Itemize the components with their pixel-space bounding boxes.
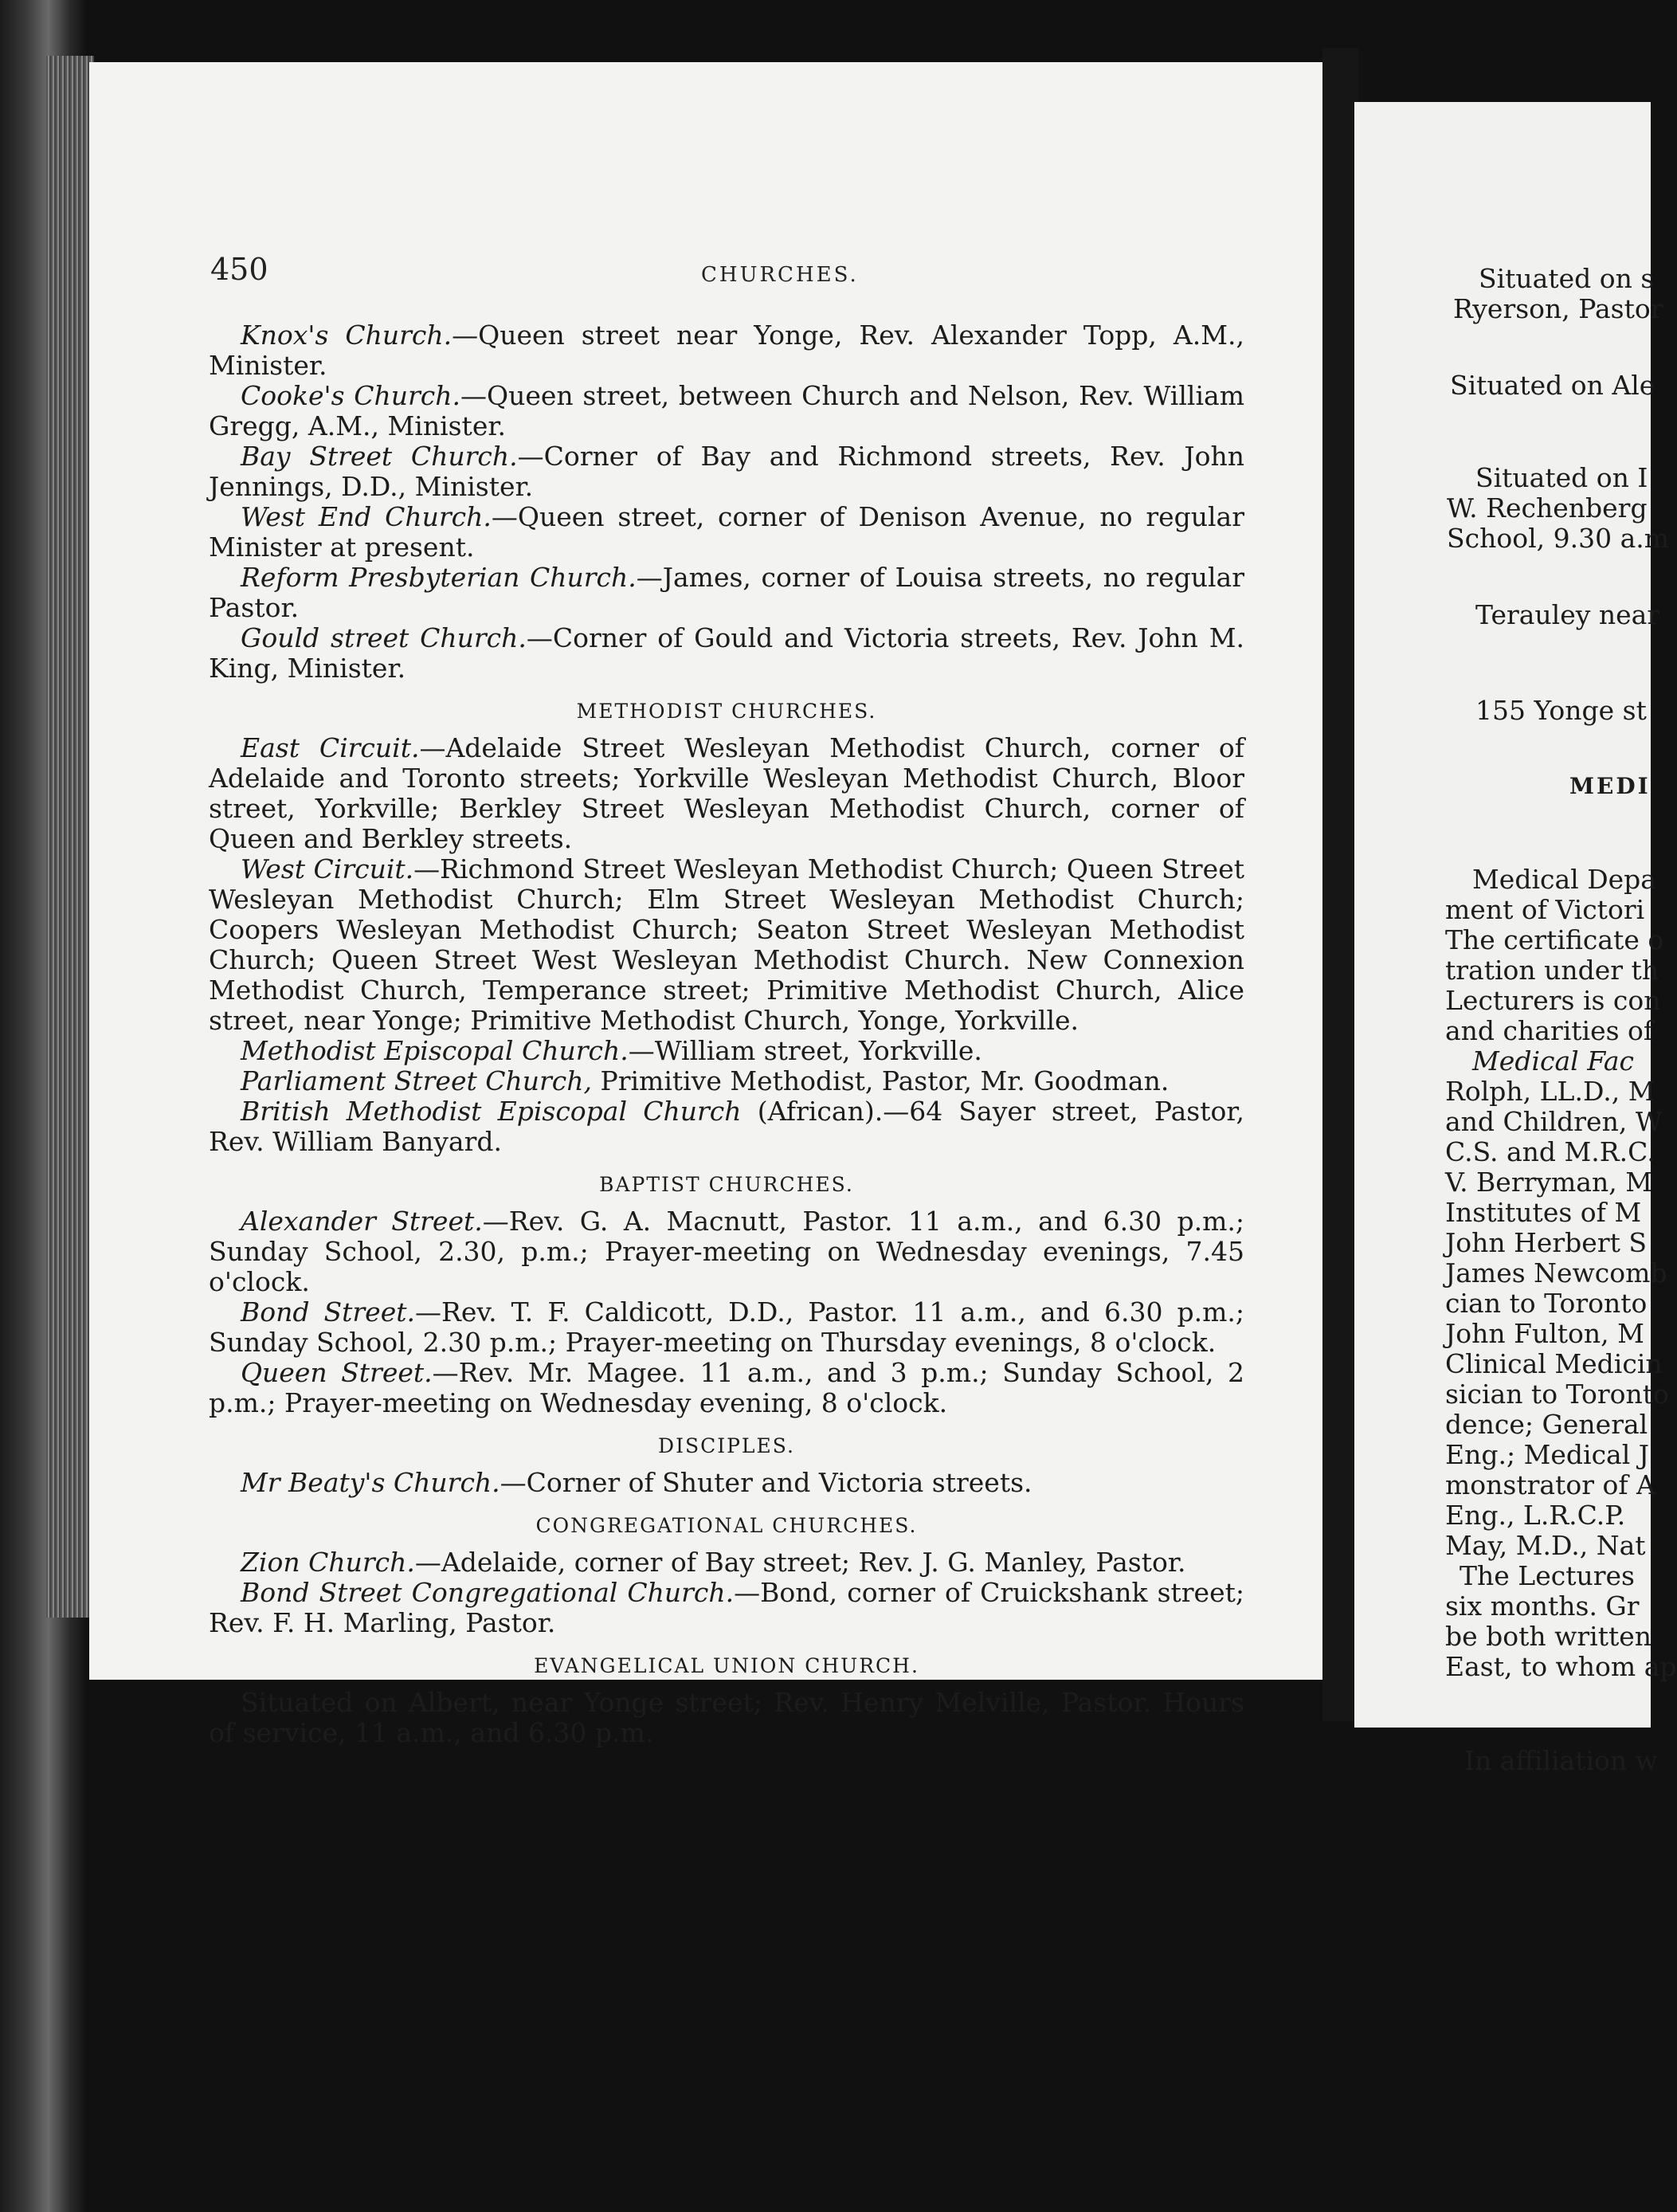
section-heading-disciples: DISCIPLES. [658,1434,795,1457]
church-details: —Corner of Shuter and Victoria streets. [500,1467,1032,1498]
church-entry [209,1547,1244,1578]
right-page-line: Ryerson, Pastor [1453,293,1663,324]
church-entry [209,441,1244,502]
right-page-line: six months. Gr [1445,1590,1640,1622]
church-entry [209,854,1244,1036]
church-entry [209,1468,1244,1498]
right-page-line: Clinical Medicin [1445,1348,1663,1379]
congregational-list [209,1547,1244,1638]
right-page-line: Situated on Ale [1450,370,1655,401]
church-details: —Corner of Bay and Richmond streets, Rev. John Jennings, D.D., Minister. [209,441,1244,502]
right-page-line: John Fulton, M [1445,1318,1644,1349]
right-page-line: V. Berryman, M [1445,1167,1653,1198]
church-name: British Methodist Episcopal Church [241,1096,742,1127]
right-page-line: and Children, W [1445,1106,1663,1137]
methodist-list [209,733,1244,1157]
page-body [209,320,1244,1748]
church-details: —Rev. G. A. Macnutt, Pastor. 11 a.m., and 6.30 p.m.; Sunday School, 2.30, p.m.; Prayer-meeting on Wednesday evenings, 7.45 o'clock. [209,1206,1245,1297]
church-name: Methodist Episcopal Church. [241,1035,629,1066]
church-details: —Queen street, between Church and Nelson, Rev. William Gregg, A.M., Minister. [209,380,1244,441]
church-entry [209,1206,1244,1297]
right-page-line: and charities of [1445,1015,1654,1046]
church-name: Knox's Church. [241,320,453,351]
section-heading-evangelical: EVANGELICAL UNION CHURCH. [534,1654,919,1677]
right-page-line: be both written [1445,1621,1652,1652]
disciples-list [209,1468,1244,1498]
right-page-text [1354,102,1677,1776]
right-page-line: Situated on I [1475,462,1648,493]
church-name: Gould street Church. [241,622,527,653]
book-gutter [1322,48,1358,1721]
church-name: West End Church. [241,501,492,532]
right-page-line: Eng., L.R.C.P. [1445,1500,1626,1531]
church-entry [209,320,1244,381]
section-heading-congregational: CONGREGATIONAL CHURCHES. [535,1514,918,1537]
church-entry [209,502,1244,563]
right-page-line: Eng.; Medical J [1445,1439,1649,1470]
right-page [1354,102,1677,1776]
right-page-line: Rolph, LL.D., M [1445,1076,1655,1107]
right-page-line: In affiliation w [1464,1745,1658,1776]
church-details: —Queen street near Yonge, Rev. Alexander Topp, A.M., Minister. [209,320,1245,381]
right-page-line: dence; General [1445,1409,1648,1440]
right-page-line: ment of Victori [1445,894,1645,925]
right-page-line: James Newcomb [1445,1257,1667,1288]
right-page-line: 155 Yonge st [1475,695,1647,726]
right-page-line: MEDI [1569,773,1651,799]
church-entry [209,1578,1244,1638]
church-name: Mr Beaty's Church. [241,1467,500,1498]
church-details: —Corner of Gould and Victoria streets, Rev. John M. King, Minister. [209,622,1244,684]
church-entry [209,563,1244,623]
right-page-line: C.S. and M.R.C. [1445,1136,1655,1167]
church-details: —Rev. T. F. Caldicott, D.D., Pastor. 11 a.m., and 6.30 p.m.; Sunday School, 2.30 p.m.; Prayer-meeting on Thursday evenings, 8 o'clock. [209,1296,1244,1358]
right-page-line: cian to Toronto [1445,1288,1648,1319]
church-name: Cooke's Church. [241,380,461,411]
running-head: CHURCHES. [701,263,859,287]
church-entry [209,623,1244,684]
right-page-line: May, M.D., Nat [1445,1530,1646,1561]
page-number: 450 [210,252,268,287]
church-details: —Adelaide, corner of Bay street; Rev. J. G. Manley, Pastor. [414,1547,1186,1578]
right-page-line: tration under th [1445,955,1659,986]
church-entry [209,733,1244,854]
baptist-list [209,1206,1244,1418]
church-name: East Circuit. [241,732,420,763]
church-entry [209,381,1244,441]
church-details: (African).—64 Sayer street, Pastor, Rev. William Banyard. [209,1096,1244,1157]
church-details: —William street, Yorkville. [628,1035,982,1066]
right-page-line: The Lectures [1460,1560,1635,1591]
church-name: Queen Street. [241,1357,433,1388]
church-name: Bond Street. [241,1296,415,1328]
right-page-line: School, 9.30 a.m [1447,523,1670,554]
right-page-line: sician to Toronto [1445,1379,1669,1410]
right-page-line: East, to whom ap [1445,1651,1677,1682]
church-details: —Rev. Mr. Magee. 11 a.m., and 3 p.m.; Sunday School, 2 p.m.; Prayer-meeting on Wednesday evening, 8 o'clock. [209,1357,1245,1418]
church-details: —Queen street, corner of Denison Avenue, no regular Minister at present. [209,501,1245,563]
evangelical-entry: Situated on Albert, near Yonge street; Rev. Henry Melville, Pastor. Hours of service, 11 a.m., and 6.30 p.m. [209,1687,1244,1748]
church-entry [209,1066,1244,1096]
church-name: Zion Church. [241,1547,415,1578]
church-entry [209,1358,1244,1418]
church-name: Parliament Street Church, [241,1065,592,1096]
church-entry [209,1297,1244,1358]
church-details: —Richmond Street Wesleyan Methodist Church; Queen Street Wesleyan Methodist Church; Elm Street Wesleyan Methodist Church; Coopers Wesleyan Methodist Church; Seaton Street Wesleyan Methodist Church; Queen Street West Wesleyan Methodist Church. New Connexion Methodist Church, Temperance street; Primitive Methodist Church, Alice street, near Yonge; Primitive Methodist Church, Yonge, Yorkville. [209,853,1245,1036]
right-page-line: Terauley near [1475,599,1660,630]
church-name: Reform Presbyterian Church. [241,562,637,593]
church-details: Primitive Methodist, Pastor, Mr. Goodman. [592,1065,1170,1096]
church-name: West Circuit. [241,853,414,884]
right-page-line: Medical Fac [1472,1045,1635,1077]
church-details: —Bond, corner of Cruickshank street; Rev. F. H. Marling, Pastor. [209,1577,1244,1638]
right-page-line: W. Rechenberg [1447,492,1648,524]
presbyterian-list [209,320,1244,684]
right-page-line: Medical Depa [1472,864,1656,895]
church-name: Bay Street Church. [241,441,518,472]
church-name: Bond Street Congregational Church. [241,1577,735,1608]
church-details: —Adelaide Street Wesleyan Methodist Church, corner of Adelaide and Toronto streets; Yorkville Wesleyan Methodist Church, Bloor street, Yorkville; Berkley Street Wesleyan Methodist Church, corner of Queen and Berkley streets. [209,732,1244,854]
right-page-line: John Herbert S [1445,1227,1647,1258]
section-heading-methodist: METHODIST CHURCHES. [576,700,877,723]
church-entry [209,1036,1244,1066]
church-entry [209,1096,1244,1157]
section-heading-baptist: BAPTIST CHURCHES. [599,1173,854,1196]
church-details: —James, corner of Louisa streets, no regular Pastor. [209,562,1244,623]
church-name: Alexander Street. [241,1206,483,1237]
right-page-line: Situated on s [1479,263,1655,294]
right-page-line: Institutes of M [1445,1197,1642,1228]
right-page-line: Lecturers is con [1445,985,1661,1016]
right-page-line: The certificate o [1445,924,1664,955]
right-page-line: monstrator of A [1445,1469,1655,1500]
